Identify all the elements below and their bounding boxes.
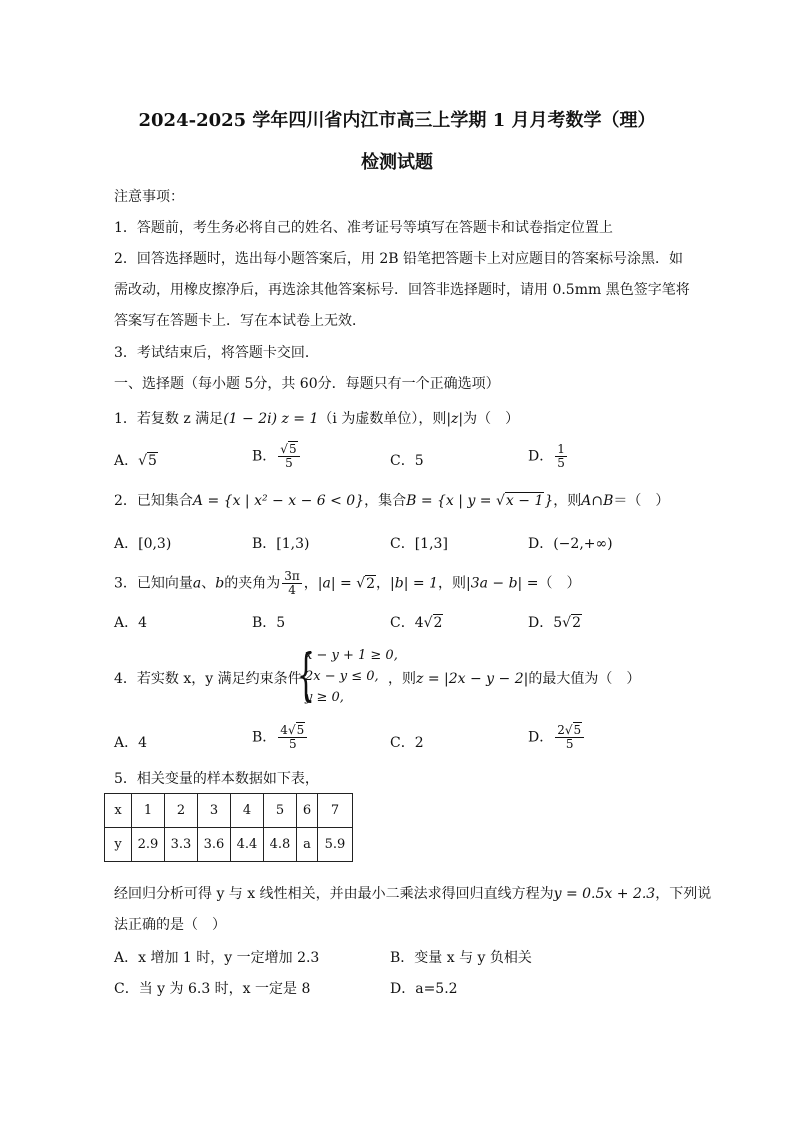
- q5-option-b[interactable]: B．变量 x 与 y 负相关: [390, 950, 532, 966]
- q3-option-a[interactable]: A．4: [114, 615, 148, 631]
- q1-expression: (1 − 2i) z = 1: [223, 411, 319, 427]
- table-row: y 2.9 3.3 3.6 4.4 4.8 a 5.9: [105, 828, 353, 862]
- fraction: $\frac{1}{5}$: [557, 442, 565, 470]
- question-3-stem: 3．已知向量a、b的夹角为 $\frac{3\pi}{4}$ ，|a| = √2，|b| = 1，则|3a − b| =（ ）: [114, 569, 581, 597]
- section-heading: 一、选择题（每小题 5分，共 60分．每题只有一个正确选项）: [114, 376, 500, 392]
- q2-option-d[interactable]: D．(−2,+∞): [528, 536, 613, 552]
- q3-option-d[interactable]: D．5√2: [528, 615, 581, 631]
- table-row: x 1 2 3 4 5 6 7: [105, 794, 353, 828]
- page-subtitle: 检测试题: [361, 152, 433, 173]
- fraction: $\frac{3\pi}{4}$: [284, 569, 300, 597]
- fraction: $\frac{4√5}{5}$: [278, 724, 307, 751]
- q3-option-b[interactable]: B．5: [252, 615, 286, 631]
- q2-set-a: A = {x | x² − x − 6 < 0}: [192, 493, 365, 509]
- question-2-stem: 2．已知集合A = {x | x² − x − 6 < 0}，集合B = {x | y = √x − 1}，则A∩B＝（ ）: [114, 493, 670, 509]
- q5-option-a[interactable]: A．x 增加 1 时，y 一定增加 2.3: [114, 950, 320, 966]
- question-5-body-2: 法正确的是（ ）: [114, 917, 226, 933]
- q2-option-c[interactable]: C．[1,3]: [390, 536, 448, 552]
- note-item: 2．回答选择题时，选出每小题答案后，用 2B 铅笔把答题卡上对应题目的答案标号涂黑．如: [114, 251, 684, 267]
- regression-equation: y = 0.5x + 2.3: [553, 886, 656, 902]
- question-1-stem: 1．若复数 z 满足(1 − 2i) z = 1（i 为虚数单位），则|z|为（ ）: [114, 411, 520, 427]
- question-4-stem-b: ，则z = |2x − y − 2|的最大值为（ ）: [388, 671, 641, 687]
- constraint-2: 2x − y ≤ 0,: [305, 669, 379, 684]
- q2-option-b[interactable]: B．[1,3): [252, 536, 310, 552]
- q1-option-b[interactable]: B． $\frac{√5}{5}$: [252, 443, 302, 470]
- fraction: $\frac{2√5}{5}$: [555, 724, 584, 751]
- note-item: 答案写在答题卡上．写在本试卷上无效．: [114, 313, 366, 329]
- q4-option-b[interactable]: B． $\frac{4√5}{5}$: [252, 724, 309, 751]
- q5-option-c[interactable]: C．当 y 为 6.3 时，x 一定是 8: [114, 981, 311, 997]
- note-item: 1．答题前，考生务必将自己的姓名、准考证号等填写在答题卡和试卷指定位置上: [114, 220, 613, 236]
- q4-option-d[interactable]: D． $\frac{2√5}{5}$: [528, 724, 586, 751]
- constraint-1: x − y + 1 ≥ 0,: [305, 648, 398, 663]
- q1-option-d[interactable]: D． $\frac{1}{5}$: [528, 442, 565, 470]
- q4-option-c[interactable]: C．2: [390, 735, 424, 751]
- q1-abs: |z|: [446, 411, 464, 427]
- question-4-stem-a: 4．若实数 x，y 满足约束条件: [114, 671, 302, 687]
- q1-option-a[interactable]: A．√5: [114, 453, 157, 469]
- q2-set-b: B = {x | y = √x − 1}: [406, 493, 554, 509]
- q2-option-a[interactable]: A．[0,3): [114, 536, 172, 552]
- page-title: 2024-2025 学年四川省内江市高三上学期 1 月月考数学（理）: [138, 110, 656, 131]
- question-5-stem: 5．相关变量的样本数据如下表，: [114, 771, 319, 787]
- q4-option-a[interactable]: A．4: [114, 735, 148, 751]
- note-item: 需改动，用橡皮擦净后，再选涂其他答案标号．回答非选择题时，请用 0.5mm 黑色签字笔将: [114, 282, 690, 298]
- q3-option-c[interactable]: C．4√2: [390, 615, 443, 631]
- constraint-3: y ≥ 0,: [305, 690, 344, 705]
- question-5-body: 经回归分析可得 y 与 x 线性相关，并由最小二乘法求得回归直线方程为y = 0.5x + 2.3，下列说: [114, 886, 712, 902]
- q1-option-c[interactable]: C．5: [390, 453, 424, 469]
- q5-option-d[interactable]: D．a=5.2: [390, 981, 458, 997]
- fraction: $\frac{√5}{5}$: [278, 443, 299, 470]
- left-brace-icon: {: [297, 643, 315, 708]
- data-table: [104, 793, 353, 862]
- notes-heading: 注意事项：: [114, 189, 184, 205]
- note-item: 3．考试结束后，将答题卡交回．: [114, 345, 319, 361]
